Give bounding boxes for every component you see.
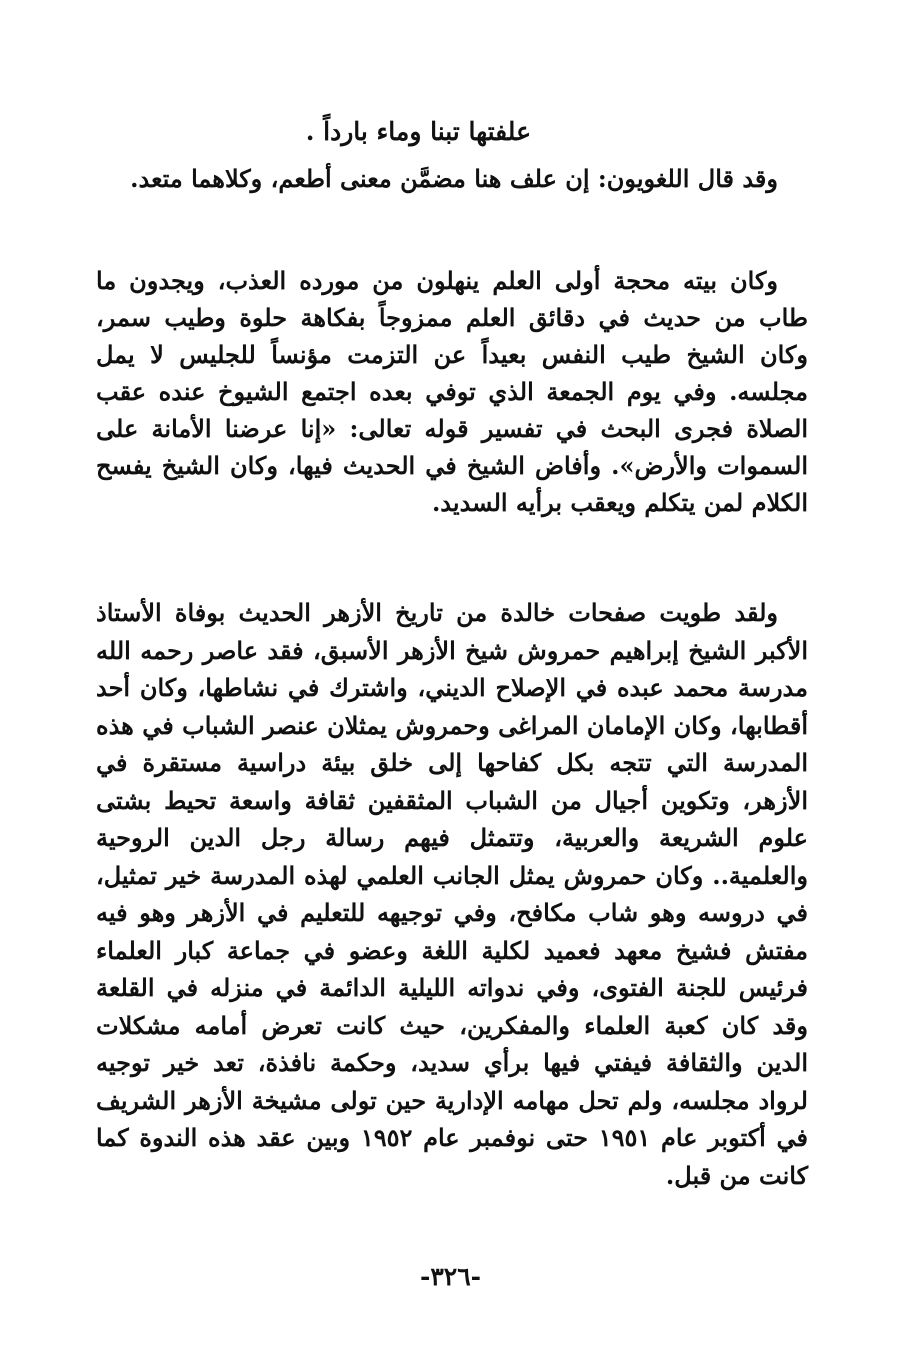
paragraph-sheikh-house: وكان بيته محجة أولى العلم ينهلون من مورده العذب، ويجدون ما طاب من حديث في دقائق العلم ممزوجاً بفكاهة حلوة وطيب سمر، وكان الشيخ طيب النفس بعيداً عن التزمت مؤنساً للجليس لا يمل مجلسه. وفي يوم الجمعة الذي توفي بعده اجتمع الشيوخ عنده عقب الصلاة فجرى البحث في تفسير قوله تعالى: «إنا عرضنا الأمانة على السموات والأرض». وأفاض الشيخ في الحديث فيها، وكان الشيخ يفسح الكلام لمن يتكلم ويعقب برأيه السديد. — [96, 266, 808, 517]
verse-line: علفتها تبنا وماء بارداً . — [305, 117, 531, 146]
paragraph-hamrush: ولقد طويت صفحات خالدة من تاريخ الأزهر الحديث بوفاة الأستاذ الأكبر الشيخ إبراهيم حمروش شيخ الأزهر الأسبق، فقد عاصر رحمه الله مدرسة محمد عبده في الإصلاح الديني، واشترك في نشاطها، وكان أحد أقطابها، وكان الإمامان المراغى وحمروش يمثلان عنصر الشباب في هذه المدرسة التي تتجه بكل كفاحها إلى خلق بيئة دراسية مستقرة في الأزهر، وتكوين أجيال من الشباب المثقفين ثقافة واسعة تحيط بشتى علوم الشريعة والعربية، وتتمثل فيهم رسالة رجل الدين الروحية والعلمية.. وكان حمروش يمثل الجانب العلمي لهذه المدرسة خير تمثيل، في دروسه وهو شاب مكافح، وفي توجيهه للتعليم في الأزهر وهو فيه مفتش فشيخ معهد فعميد لكلية اللغة وعضو في جماعة كبار العلماء فرئيس للجنة الفتوى، وفي ندواته الليلية الدائمة في منزله في القلعة وقد كان كعبة العلماء والمفكرين، حيث كانت تعرض أمامه مشكلات الدين والثقافة فيفتي فيها برأي سديد، وحكمة نافذة، تعد خير توجيه لرواد مجلسه، ولم تحل مهامه الإدارية حين تولى مشيخة الأزهر الشريف في أكتوبر عام ١٩٥١ حتى نوفمبر عام ١٩٥٢ وبين عقد هذه الندوة كما كانت من قبل. — [96, 598, 809, 1190]
page-number: -٣٢٦- — [419, 1262, 482, 1291]
paragraph-linguists: وقد قال اللغويون: إن علف هنا مضمَّن معنى أطعم، وكلاهما متعد. — [130, 164, 778, 193]
